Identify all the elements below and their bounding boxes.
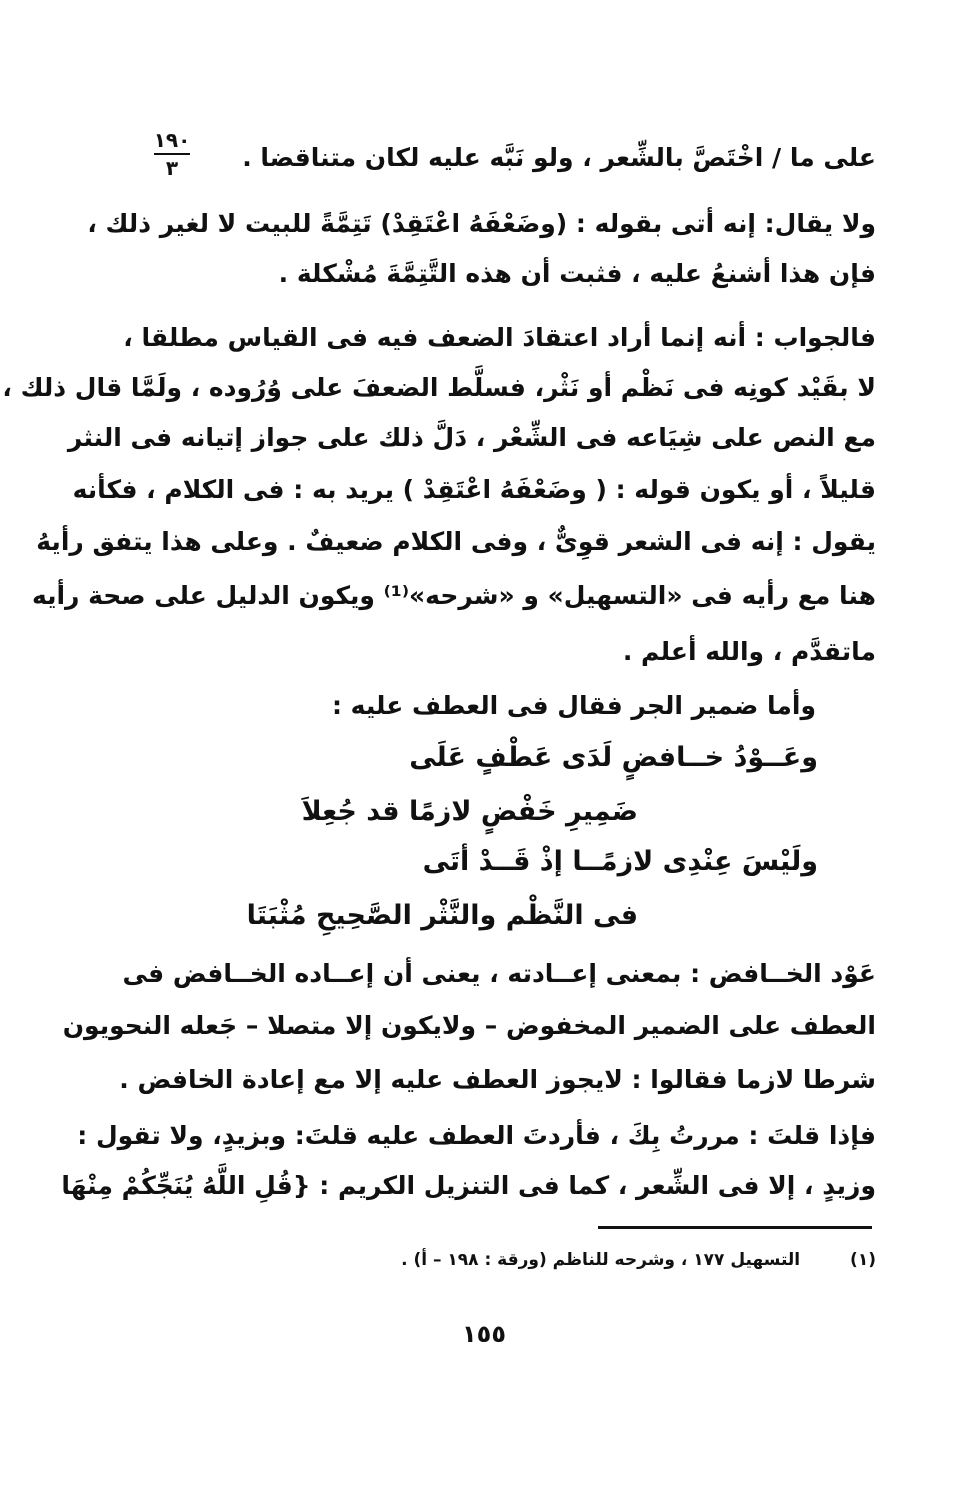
margin-folio-top: ١٩٠	[153, 128, 191, 152]
text-line-10: ماتقدَّم ، والله أعلم .	[622, 637, 876, 666]
footnote-text: التسهيل ١٧٧ ، وشرحه للناظم (ورقة : ١٩٨ – أ) .	[401, 1250, 801, 1270]
text-line-4: فالجواب : أنه إنما أراد اعتقادَ الضعف فيه فى القياس مطلقا ،	[123, 323, 876, 352]
text-line-7: قليلاً ، أو يكون قوله : ( وضَعْفَهُ اعْتَقِدْ ) يريد به : فى الكلام ، فكأنه	[72, 475, 876, 504]
text-line-3: فإن هذا أشنعُ عليه ، فثبت أن هذه التَّتِمَّةَ مُشْكلة .	[278, 259, 876, 288]
text-line-14: شرطا لازما فقالوا : لايجوز العطف عليه إلا مع إعادة الخافض .	[119, 1065, 876, 1094]
text-line-2: ولا يقال: إنه أتى بقوله : (وضَعْفَهُ اعْتَقِدْ) تَتِمَّةً للبيت لا لغير ذلك ،	[87, 209, 876, 238]
text-line-9: هنا مع رأيه فى «التسهيل» و «شرحه»⁽¹⁾ ويكون الدليل على صحة رأيه	[31, 581, 876, 610]
verse-line-4: فى النَّظْم والنَّثْر الصَّحِيحِ مُثْبَتَا	[246, 900, 638, 931]
text-line-16: وزيدٍ ، إلا فى الشِّعر ، كما فى التنزيل الكريم : {قُلِ اللَّهُ يُنَجِّكُمْ مِنْهَا	[61, 1171, 876, 1200]
text-line-11: وأما ضمير الجر فقال فى العطف عليه :	[331, 691, 816, 720]
text-line-6: مع النص على شِيَاعه فى الشِّعْر ، دَلَّ ذلك على جواز إتيانه فى النثر	[67, 423, 876, 452]
margin-folio-bottom: ٣	[165, 156, 179, 180]
text-line-1: على ما / اخْتَصَّ بالشِّعر ، ولو نَبَّه عليه لكان متناقضا .	[242, 143, 876, 172]
verse-line-2: ضَمِيرِ خَفْضٍ لازمًا قد جُعِلاَ	[301, 796, 638, 827]
text-line-15: فإذا قلتَ : مررتُ بِكَ ، فأردتَ العطف عليه قلتَ: وبزيدٍ، ولا تقول :	[77, 1121, 876, 1150]
margin-folio-divider	[154, 153, 190, 155]
footnote-divider	[598, 1226, 872, 1229]
footnote	[401, 1246, 876, 1274]
text-line-8: يقول : إنه فى الشعر قوِىٌّ ، وفى الكلام ضعيفٌ . وعلى هذا يتفق رأيهُ	[36, 527, 876, 556]
verse-line-1: وعَــوْدُ خــافضٍ لَدَى عَطْفٍ عَلَى	[409, 742, 818, 773]
text-line-5: لا بقَيْد كونِه فى نَظْم أو نَثْر، فسلَّط الضعفَ على وُرُوده ، ولَمَّا قال ذلك ،	[2, 373, 876, 402]
footnote-number: (١)	[850, 1250, 876, 1270]
text-line-12: عَوْد الخــافض : بمعنى إعــادته ، يعنى أن إعــاده الخــافض فى	[122, 959, 876, 988]
verse-line-3: ولَيْسَ عِنْدِى لازمًــا إذْ قَــدْ أتَى	[422, 846, 818, 877]
page-number: ١٥٥	[462, 1320, 506, 1348]
margin-folio-reference	[150, 130, 194, 178]
text-line-13: العطف على الضمير المخفوض – ولايكون إلا متصلا – جَعله النحويون	[62, 1011, 876, 1040]
